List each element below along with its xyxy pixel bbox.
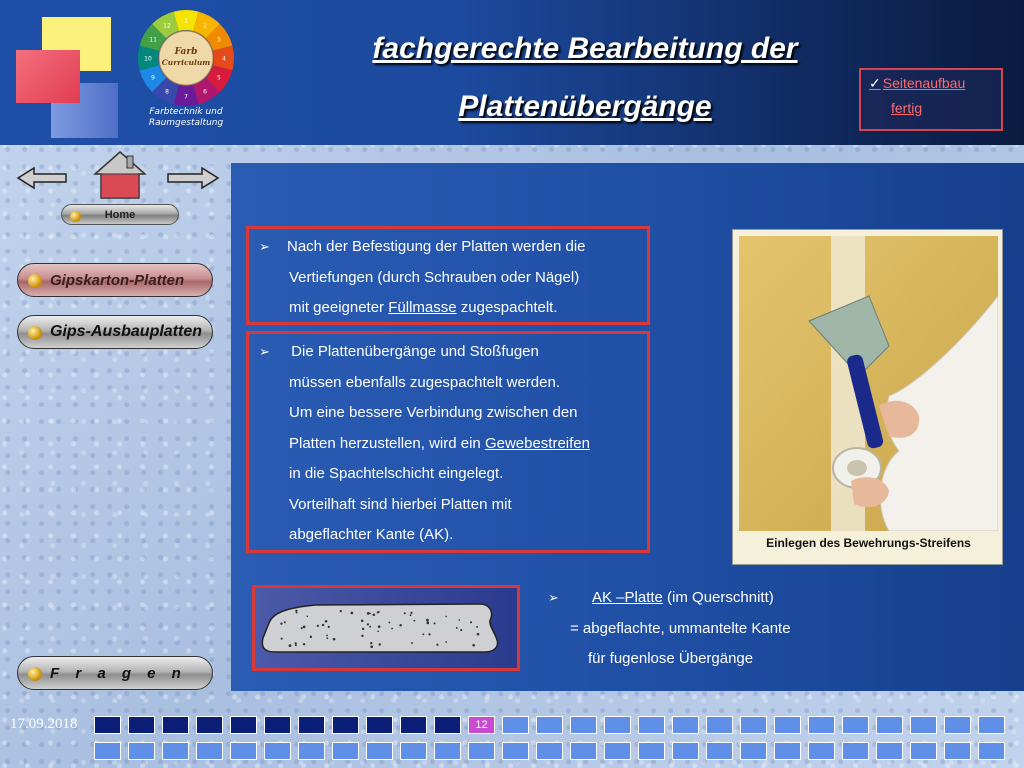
slide-page-button[interactable]	[944, 742, 971, 760]
logo-wheel-number: 10	[144, 55, 152, 63]
filler-speck	[377, 630, 379, 632]
filler-speck	[303, 643, 305, 645]
arrow-bullet-icon: ➢	[259, 344, 270, 359]
filler-speck	[458, 619, 460, 621]
filler-speck	[370, 645, 373, 648]
gipskarton-platten-label: Gipskarton-Platten	[50, 271, 185, 289]
slide-page-button[interactable]	[230, 742, 257, 760]
slide-page-button[interactable]	[808, 742, 835, 760]
box1-text3-end: zugespachtelt.	[456, 299, 558, 316]
slide-page-button[interactable]	[570, 716, 597, 734]
slide-page-button[interactable]	[400, 742, 427, 760]
slide-page-button[interactable]	[706, 716, 733, 734]
slide-page-button[interactable]	[366, 716, 393, 734]
filler-speck	[367, 623, 369, 625]
slide-page-button[interactable]	[842, 716, 869, 734]
ak-line2: = abgeflachte, ummantelte Kante	[570, 619, 791, 637]
filler-speck	[325, 620, 328, 623]
text-box-befestigung	[246, 226, 650, 325]
slide-date: 17.09.2018	[10, 716, 78, 732]
filler-speck	[389, 622, 391, 624]
back-arrow-icon[interactable]	[16, 166, 68, 190]
box2-line2: müssen ebenfalls zugespachtelt werden.	[289, 373, 560, 391]
slide-page-button[interactable]	[910, 716, 937, 734]
fuellmasse-link[interactable]: Füllmasse	[388, 299, 457, 316]
filler-speck	[328, 626, 330, 628]
slide-page-button[interactable]	[876, 742, 903, 760]
status-line1[interactable]	[869, 75, 993, 92]
box2-line3: Um eine bessere Verbindung zwischen den	[289, 404, 578, 421]
bullet-ball-icon	[28, 326, 42, 340]
slide-page-button[interactable]	[604, 742, 631, 760]
logo-word-farb: Farb	[174, 47, 198, 57]
filler-speck	[370, 642, 372, 644]
slide-page-button[interactable]	[672, 742, 699, 760]
filler-speck	[428, 633, 430, 635]
filler-speck	[373, 613, 376, 616]
filler-speck	[413, 620, 415, 622]
slide-page-button[interactable]	[808, 716, 835, 734]
color-wheel-logo	[136, 8, 236, 108]
home-house-icon[interactable]	[93, 150, 148, 200]
filler-speck	[310, 636, 312, 638]
slide-page-button[interactable]	[502, 742, 529, 760]
slide-page-button[interactable]	[264, 716, 291, 734]
slide-page-button[interactable]	[842, 742, 869, 760]
header-banner	[0, 0, 1024, 145]
filler-speck	[351, 612, 354, 615]
filler-speck	[295, 644, 297, 646]
photo-caption: Einlegen des Bewehrungs-Streifens	[766, 536, 971, 550]
logo-wheel-number: 2	[203, 22, 207, 30]
filler-speck	[322, 624, 324, 626]
filler-speck	[436, 644, 438, 646]
bullet-ball-icon	[28, 667, 42, 681]
box1-line3	[259, 293, 647, 324]
slide-page-button[interactable]	[94, 716, 121, 734]
filler-speck	[476, 626, 478, 628]
filler-speck	[434, 622, 436, 624]
slide-page-button[interactable]	[978, 716, 1005, 734]
filler-speck	[303, 626, 306, 629]
filler-speck	[369, 626, 371, 628]
filler-speck	[391, 628, 393, 630]
logo-wheel-number: 4	[222, 55, 226, 63]
check-icon: ✓	[869, 75, 881, 91]
filler-speck	[470, 621, 472, 623]
logo-wheel-number: 9	[151, 74, 156, 82]
fragen-label: F r a g e n	[50, 664, 187, 682]
box2-line6: Vorteilhaft sind hierbei Platten mit	[289, 495, 512, 513]
ak-description	[548, 583, 878, 675]
slide-page-button[interactable]	[468, 742, 495, 760]
gewebestreifen-link[interactable]: Gewebestreifen	[484, 434, 590, 452]
ak-platte-link[interactable]: AK –Platte	[592, 589, 663, 606]
slide-page-button[interactable]	[434, 742, 461, 760]
logo-wheel-number: 12	[163, 22, 171, 30]
filler-speck	[399, 624, 402, 627]
slide-page-button[interactable]	[128, 716, 155, 734]
filler-speck	[333, 638, 336, 641]
filler-speck	[326, 637, 328, 639]
box2-line4	[259, 429, 647, 460]
slide-page-button[interactable]	[638, 716, 665, 734]
slide-page-button[interactable]	[978, 742, 1005, 760]
gips-ausbauplatten-button[interactable]	[17, 315, 213, 349]
filler-speck	[422, 633, 424, 635]
filler-speck	[456, 627, 458, 629]
slide-page-button[interactable]	[536, 716, 563, 734]
filler-speck	[472, 644, 475, 647]
slide-page-button[interactable]	[570, 742, 597, 760]
home-button[interactable]	[61, 204, 179, 225]
slide-page-button[interactable]	[400, 716, 427, 734]
ak-line1	[548, 583, 878, 614]
slide-page-button[interactable]	[910, 742, 937, 760]
title-line1: fachgerechte Bearbeitung der	[372, 32, 798, 65]
slide-page-button[interactable]	[162, 742, 189, 760]
title-line2: Plattenübergänge	[458, 90, 712, 123]
filler-speck	[379, 643, 381, 645]
slide-page-button[interactable]	[332, 716, 359, 734]
filler-speck	[295, 610, 297, 612]
slide-page-button[interactable]	[94, 742, 121, 760]
slide-page-button[interactable]	[162, 716, 189, 734]
logo-wheel-number: 11	[149, 36, 157, 44]
filler-speck	[410, 612, 412, 614]
filler-speck	[426, 621, 429, 624]
logo-caption	[136, 107, 236, 129]
spachtel-photo	[739, 236, 998, 531]
slide-page-button[interactable]	[740, 716, 767, 734]
ak-line3: für fugenlose Übergänge	[588, 650, 754, 667]
slide-page-button[interactable]	[536, 742, 563, 760]
box1-line2: Vertiefungen (durch Schrauben oder Nägel)	[289, 268, 580, 286]
text-box-plattenuebergaenge	[246, 331, 650, 553]
filler-speck	[301, 627, 303, 629]
box2-text1: Die Plattenübergänge und Stoßfugen	[287, 343, 539, 360]
filler-speck	[477, 633, 480, 636]
status-text-fertig[interactable]: fertig	[891, 100, 923, 116]
filler-speck	[367, 612, 370, 615]
bullet-ball-icon	[70, 211, 81, 222]
box2-line5: in die Spachtelschicht eingelegt.	[289, 465, 504, 482]
slide-page-button[interactable]	[876, 716, 903, 734]
filler-speck	[307, 615, 309, 617]
logo-word-curriculum: Curriculum	[161, 58, 211, 67]
filler-speck	[410, 614, 412, 616]
ak-line1-rest: (im Querschnitt)	[662, 589, 774, 606]
logo-caption-line1: Farbtechnik und	[149, 107, 223, 117]
logo-wheel-number: 8	[165, 88, 169, 96]
filler-speck	[280, 623, 282, 625]
slide-page-button[interactable]	[774, 716, 801, 734]
filler-speck	[426, 619, 429, 622]
bullet-ball-icon	[28, 274, 42, 288]
filler-speck	[362, 628, 364, 630]
slide-page-button[interactable]	[298, 742, 325, 760]
status-text-seitenaufbau[interactable]: Seitenaufbau	[882, 75, 966, 91]
filler-speck	[361, 620, 364, 623]
gips-ausbauplatten-label: Gips-Ausbauplatten	[50, 323, 203, 340]
filler-speck	[326, 635, 328, 637]
slide-page-button[interactable]	[740, 742, 767, 760]
filler-speck	[317, 625, 319, 627]
slide-page-button[interactable]	[944, 716, 971, 734]
logo-wheel-number: 5	[216, 74, 221, 82]
photo-frame	[732, 229, 1003, 565]
slide-page-button[interactable]	[604, 716, 631, 734]
page-status-box[interactable]	[859, 68, 1003, 131]
filler-speck	[295, 642, 297, 644]
slide-page-button[interactable]	[434, 716, 461, 734]
home-button-label: Home	[104, 208, 136, 221]
slide-page-button[interactable]	[128, 742, 155, 760]
forward-arrow-icon[interactable]	[166, 166, 220, 190]
slide-page-button[interactable]	[502, 716, 529, 734]
logo-wheel-number: 3	[216, 36, 221, 44]
arrow-bullet-icon: ➢	[548, 590, 559, 605]
slide-page-button[interactable]	[706, 742, 733, 760]
filler-speck	[281, 638, 283, 640]
filler-speck	[289, 644, 292, 647]
slide-page-button[interactable]	[230, 716, 257, 734]
ak-profile-illustration	[252, 585, 520, 671]
filler-speck	[411, 642, 413, 644]
fragen-button[interactable]	[17, 656, 213, 690]
filler-speck	[361, 635, 363, 637]
arrow-bullet-icon: ➢	[259, 239, 270, 254]
slide-page-button[interactable]	[332, 742, 359, 760]
box2-line7: abgeflachter Kante (AK).	[289, 526, 454, 543]
slide-page-button[interactable]	[196, 716, 223, 734]
slide-page-button[interactable]	[366, 742, 393, 760]
box1-line1	[259, 232, 647, 263]
gipskarton-platten-button[interactable]	[17, 263, 213, 297]
filler-speck	[460, 629, 462, 631]
box2-line1	[259, 337, 647, 368]
slide-page-button[interactable]	[264, 742, 291, 760]
logo-wheel-number: 6	[203, 88, 207, 96]
filler-speck	[445, 616, 447, 618]
slide-page-current[interactable]: 12	[468, 716, 495, 734]
slide-page-button[interactable]	[638, 742, 665, 760]
filler-speck	[378, 625, 381, 628]
filler-speck	[296, 612, 298, 614]
page-title	[300, 20, 870, 136]
slide-page-button[interactable]	[196, 742, 223, 760]
logo-wheel-number: 7	[184, 93, 188, 101]
slide-page-button[interactable]	[774, 742, 801, 760]
slide-page-button[interactable]	[298, 716, 325, 734]
filler-speck	[445, 641, 447, 643]
slide-page-button[interactable]	[672, 716, 699, 734]
filler-speck	[284, 621, 286, 623]
box1-text1: Nach der Befestigung der Platten werden die	[287, 238, 586, 255]
box2-text4: Platten herzustellen, wird ein	[289, 434, 485, 452]
box1-text3: mit geeigneter	[289, 299, 389, 316]
filler-speck	[340, 610, 342, 612]
filler-speck	[377, 611, 379, 613]
filler-speck	[404, 612, 406, 614]
logo-caption-line2: Raumgestaltung	[148, 118, 224, 128]
logo-wheel-number: 1	[184, 17, 188, 25]
ak-profile-shape	[255, 588, 517, 668]
decor-square-red	[16, 50, 80, 103]
